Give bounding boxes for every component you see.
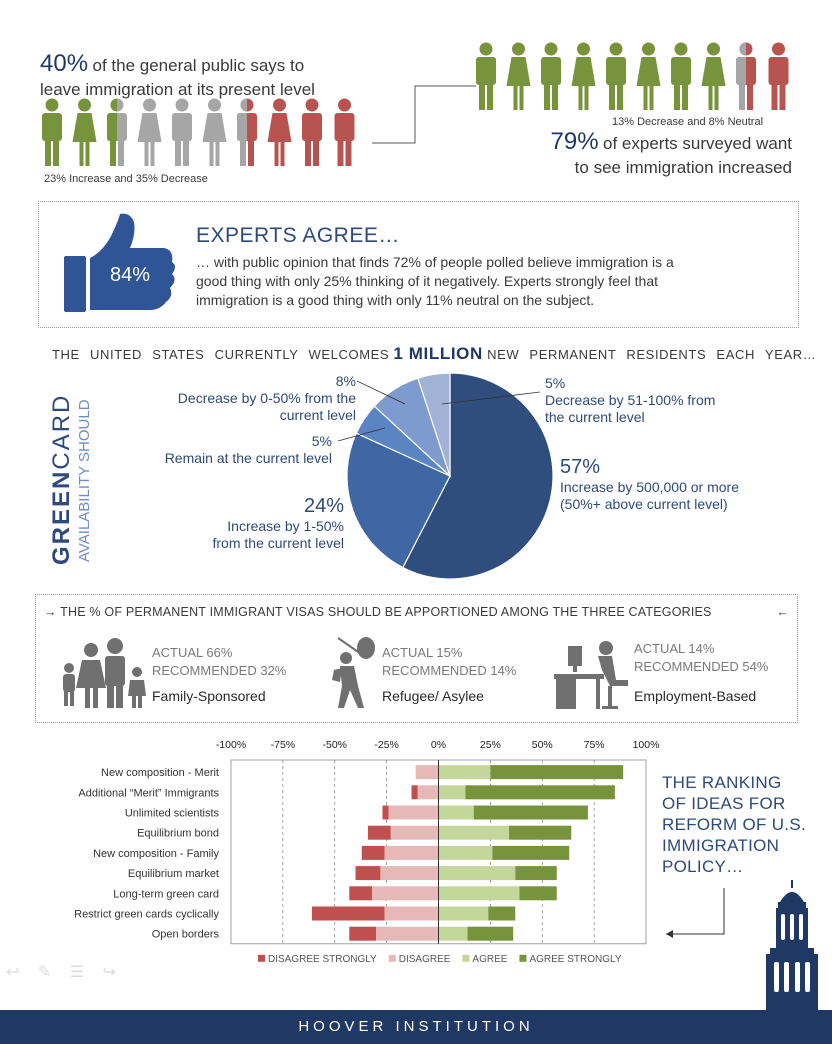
person-figure xyxy=(736,43,756,111)
bar-segment xyxy=(439,826,510,840)
bar-segment xyxy=(439,927,468,941)
welcome-post: NEW PERMANENT RESIDENTS EACH YEAR… xyxy=(487,347,817,362)
experts-text1: of experts surveyed want xyxy=(603,134,792,153)
visa-family-rec: RECOMMENDED 32% xyxy=(152,663,287,678)
pie-pct-increase-1-50: 24% xyxy=(303,495,344,517)
welcome-pre: THE UNITED STATES CURRENTLY WELCOMES xyxy=(52,347,390,362)
experts-stat xyxy=(480,130,792,179)
legend-label: AGREE xyxy=(472,953,508,965)
bar-segment xyxy=(492,846,569,860)
x-tick-label: 25% xyxy=(479,739,501,751)
category-label: Unlimited scientists xyxy=(124,807,219,820)
public-pct: 40% xyxy=(40,50,89,77)
person-figure xyxy=(606,43,626,111)
legend-swatch xyxy=(519,955,526,962)
x-tick-label: 75% xyxy=(583,739,605,751)
public-text2: leave immigration at its present level xyxy=(40,80,315,99)
bar-segment xyxy=(376,927,438,941)
menu-icon[interactable]: ☰ xyxy=(69,964,85,981)
pie-label-decrease-0-50 xyxy=(120,373,356,424)
visa-employment-name: Employment-Based xyxy=(634,688,757,704)
pie-text-decrease-51-100-1: Decrease by 51-100% from xyxy=(545,392,716,408)
bar-segment xyxy=(490,765,623,779)
visa-employment-rec: RECOMMENDED 54% xyxy=(634,659,769,674)
pie-pct-decrease-0-50: 8% xyxy=(335,373,356,389)
bar-segment xyxy=(362,846,385,860)
category-label: Long-term green card xyxy=(113,888,219,901)
experts-note: 13% Decrease and 8% Neutral xyxy=(612,116,764,128)
visa-cat-refugee xyxy=(382,644,516,704)
visa-refugee-name: Refugee/ Asylee xyxy=(382,688,484,704)
arrow-left-icon: ← xyxy=(776,605,789,619)
pie-text-increase-1-50-1: Increase by 1-50% xyxy=(227,518,344,534)
pie-label-increase-500k xyxy=(560,455,800,513)
bar-segment xyxy=(439,785,466,799)
green-card-green: GREEN xyxy=(48,469,75,565)
bar-segment xyxy=(349,886,372,900)
green-card-label xyxy=(48,394,76,565)
bar-segment xyxy=(439,765,491,779)
visa-refugee-actual: ACTUAL 15% xyxy=(382,645,463,660)
person-figure xyxy=(671,43,691,111)
visa-family-actual: ACTUAL 66% xyxy=(152,645,233,660)
bar-segment xyxy=(372,886,438,900)
x-tick-label: 100% xyxy=(632,739,660,751)
ranking-line-5: POLICY… xyxy=(662,857,744,876)
pie-pct-increase-500k: 57% xyxy=(560,456,601,478)
bar-segment xyxy=(312,907,385,921)
x-tick-label: 0% xyxy=(430,739,447,751)
visa-cat-employment xyxy=(634,640,768,704)
agree-badge: 84% xyxy=(110,264,151,286)
bar-segment xyxy=(439,907,489,921)
category-label: Restrict green cards cyclically xyxy=(74,908,219,921)
legend-label: DISAGREE xyxy=(398,953,451,965)
pen-icon[interactable]: ✎ xyxy=(37,964,52,981)
category-label: Equilibrium market xyxy=(127,868,219,881)
bar-segment xyxy=(515,866,557,880)
bar-segment xyxy=(412,785,418,799)
person-figure xyxy=(507,43,531,111)
person-figure xyxy=(138,99,162,167)
pie-text-increase-1-50-2: from the current level xyxy=(212,535,344,551)
pie-label-remain xyxy=(110,433,332,467)
footer-title: HOOVER INSTITUTION xyxy=(298,1018,534,1035)
ranking-title xyxy=(662,772,806,877)
ranking-line-1: THE RANKING xyxy=(662,773,782,792)
visa-employment-actual: ACTUAL 14% xyxy=(634,641,715,656)
bar-segment xyxy=(439,866,516,880)
pie-pct-remain: 5% xyxy=(311,433,332,449)
public-text1: of the general public says to xyxy=(92,56,305,75)
agree-title: EXPERTS AGREE… xyxy=(196,224,400,247)
legend-swatch xyxy=(462,955,469,962)
visa-header xyxy=(44,605,789,619)
legend-swatch xyxy=(389,955,396,962)
bar-segment xyxy=(519,886,556,900)
pie-text-increase-500k-1: Increase by 500,000 or more xyxy=(560,479,739,495)
visa-header-text: THE % OF PERMANENT IMMIGRANT VISAS SHOULD BE APPORTIONED AMONG THE THREE CATEGORIES xyxy=(60,605,712,619)
category-label: Open borders xyxy=(151,928,219,941)
legend-label: DISAGREE STRONGLY xyxy=(268,953,377,965)
person-figure xyxy=(172,99,192,167)
person-figure xyxy=(702,43,726,111)
experts-text2: to see immigration increased xyxy=(574,158,792,177)
experts-people-figures xyxy=(474,42,804,112)
experts-pct: 79% xyxy=(550,128,599,155)
ranking-arrow xyxy=(660,886,730,941)
green-card-card: CARD xyxy=(48,393,75,470)
bar-segment xyxy=(380,866,438,880)
person-figure xyxy=(637,43,661,111)
desk-worker-icon xyxy=(554,640,630,710)
public-note: 23% Increase and 35% Decrease xyxy=(44,173,208,185)
bar-segment xyxy=(468,927,514,941)
category-label: New composition - Family xyxy=(93,847,219,860)
bar-segment xyxy=(465,785,614,799)
ranking-line-2: OF IDEAS FOR xyxy=(662,794,786,813)
pie-text-increase-500k-2: (50%+ above current level) xyxy=(560,496,728,512)
family-icon xyxy=(58,636,148,708)
agree-body xyxy=(196,253,674,310)
x-tick-label: 50% xyxy=(531,739,553,751)
ranking-line-3: REFORM OF U.S. xyxy=(662,815,806,834)
hoover-tower-icon xyxy=(758,878,828,1010)
legend-swatch xyxy=(258,955,265,962)
person-figure xyxy=(107,99,127,167)
person-figure xyxy=(302,99,322,167)
availability-label: AVAILABILITY SHOULD xyxy=(76,399,93,562)
agree-body-line1: … with public opinion that finds 72% of people polled believe immigration is a xyxy=(196,254,674,270)
person-figure xyxy=(541,43,561,111)
person-figure xyxy=(237,99,257,167)
person-figure xyxy=(769,43,789,111)
bar-segment xyxy=(349,927,376,941)
bar-segment xyxy=(439,846,493,860)
visa-family-name: Family-Sponsored xyxy=(152,688,266,704)
bar-segment xyxy=(382,806,388,820)
x-tick-label: -50% xyxy=(322,739,348,751)
person-figure xyxy=(42,99,62,167)
person-figure xyxy=(476,43,496,111)
agree-body-line2: good thing with only 25% thinking of it negatively. Experts strongly feel that xyxy=(196,273,659,289)
bar-segment xyxy=(418,785,439,799)
pie-pct-decrease-51-100: 5% xyxy=(545,375,566,391)
bar-segment xyxy=(368,826,391,840)
bar-segment xyxy=(391,826,439,840)
refugee-icon xyxy=(328,636,380,710)
bar-segment xyxy=(385,907,439,921)
bar-segment xyxy=(439,886,520,900)
pie-text-decrease-51-100-2: the current level xyxy=(545,409,645,425)
category-label: New composition - Merit xyxy=(101,767,219,780)
public-people-figures xyxy=(40,98,370,168)
bar-segment xyxy=(389,806,439,820)
bar-segment xyxy=(385,846,439,860)
bar-segment xyxy=(474,806,588,820)
pie-label-increase-1-50 xyxy=(140,494,344,552)
forward-arrow-icon[interactable]: ↪ xyxy=(102,964,116,981)
person-figure xyxy=(203,99,227,167)
person-figure xyxy=(73,99,97,167)
visa-cat-family xyxy=(152,644,286,704)
bar-segment xyxy=(416,765,439,779)
category-label: Equilibrium bond xyxy=(137,827,219,840)
arrow-right-icon: → xyxy=(44,605,57,619)
bar-segment xyxy=(439,806,474,820)
ranking-bar-chart xyxy=(0,730,660,965)
pie-text-decrease-0-50-2: current level xyxy=(279,407,356,423)
legend-label: AGREE STRONGLY xyxy=(529,953,622,965)
bar-segment xyxy=(488,907,515,921)
pie-text-remain: Remain at the current level xyxy=(164,450,332,466)
x-tick-label: -75% xyxy=(270,739,296,751)
visa-refugee-rec: RECOMMENDED 14% xyxy=(382,663,517,678)
thumbs-up-icon xyxy=(62,210,182,315)
category-label: Additional “Merit” Immigrants xyxy=(78,787,219,800)
bar-segment xyxy=(509,826,571,840)
agree-body-line3: immigration is a good thing with only 11% neutral on the subject. xyxy=(196,292,595,308)
pie-label-decrease-51-100 xyxy=(545,375,765,426)
connector-line xyxy=(370,80,480,150)
back-arrow-icon[interactable]: ↩ xyxy=(6,964,20,981)
public-stat xyxy=(40,52,380,101)
person-figure xyxy=(268,99,292,167)
x-tick-label: -25% xyxy=(374,739,399,751)
person-figure xyxy=(335,99,355,167)
pie-text-decrease-0-50-1: Decrease by 0-50% from the xyxy=(177,390,356,406)
welcome-bold: 1 MILLION xyxy=(393,344,483,363)
x-tick-label: -100% xyxy=(215,739,247,751)
slide-nav xyxy=(6,962,116,982)
ranking-line-4: IMMIGRATION xyxy=(662,836,780,855)
person-figure xyxy=(572,43,596,111)
bar-segment xyxy=(356,866,381,880)
